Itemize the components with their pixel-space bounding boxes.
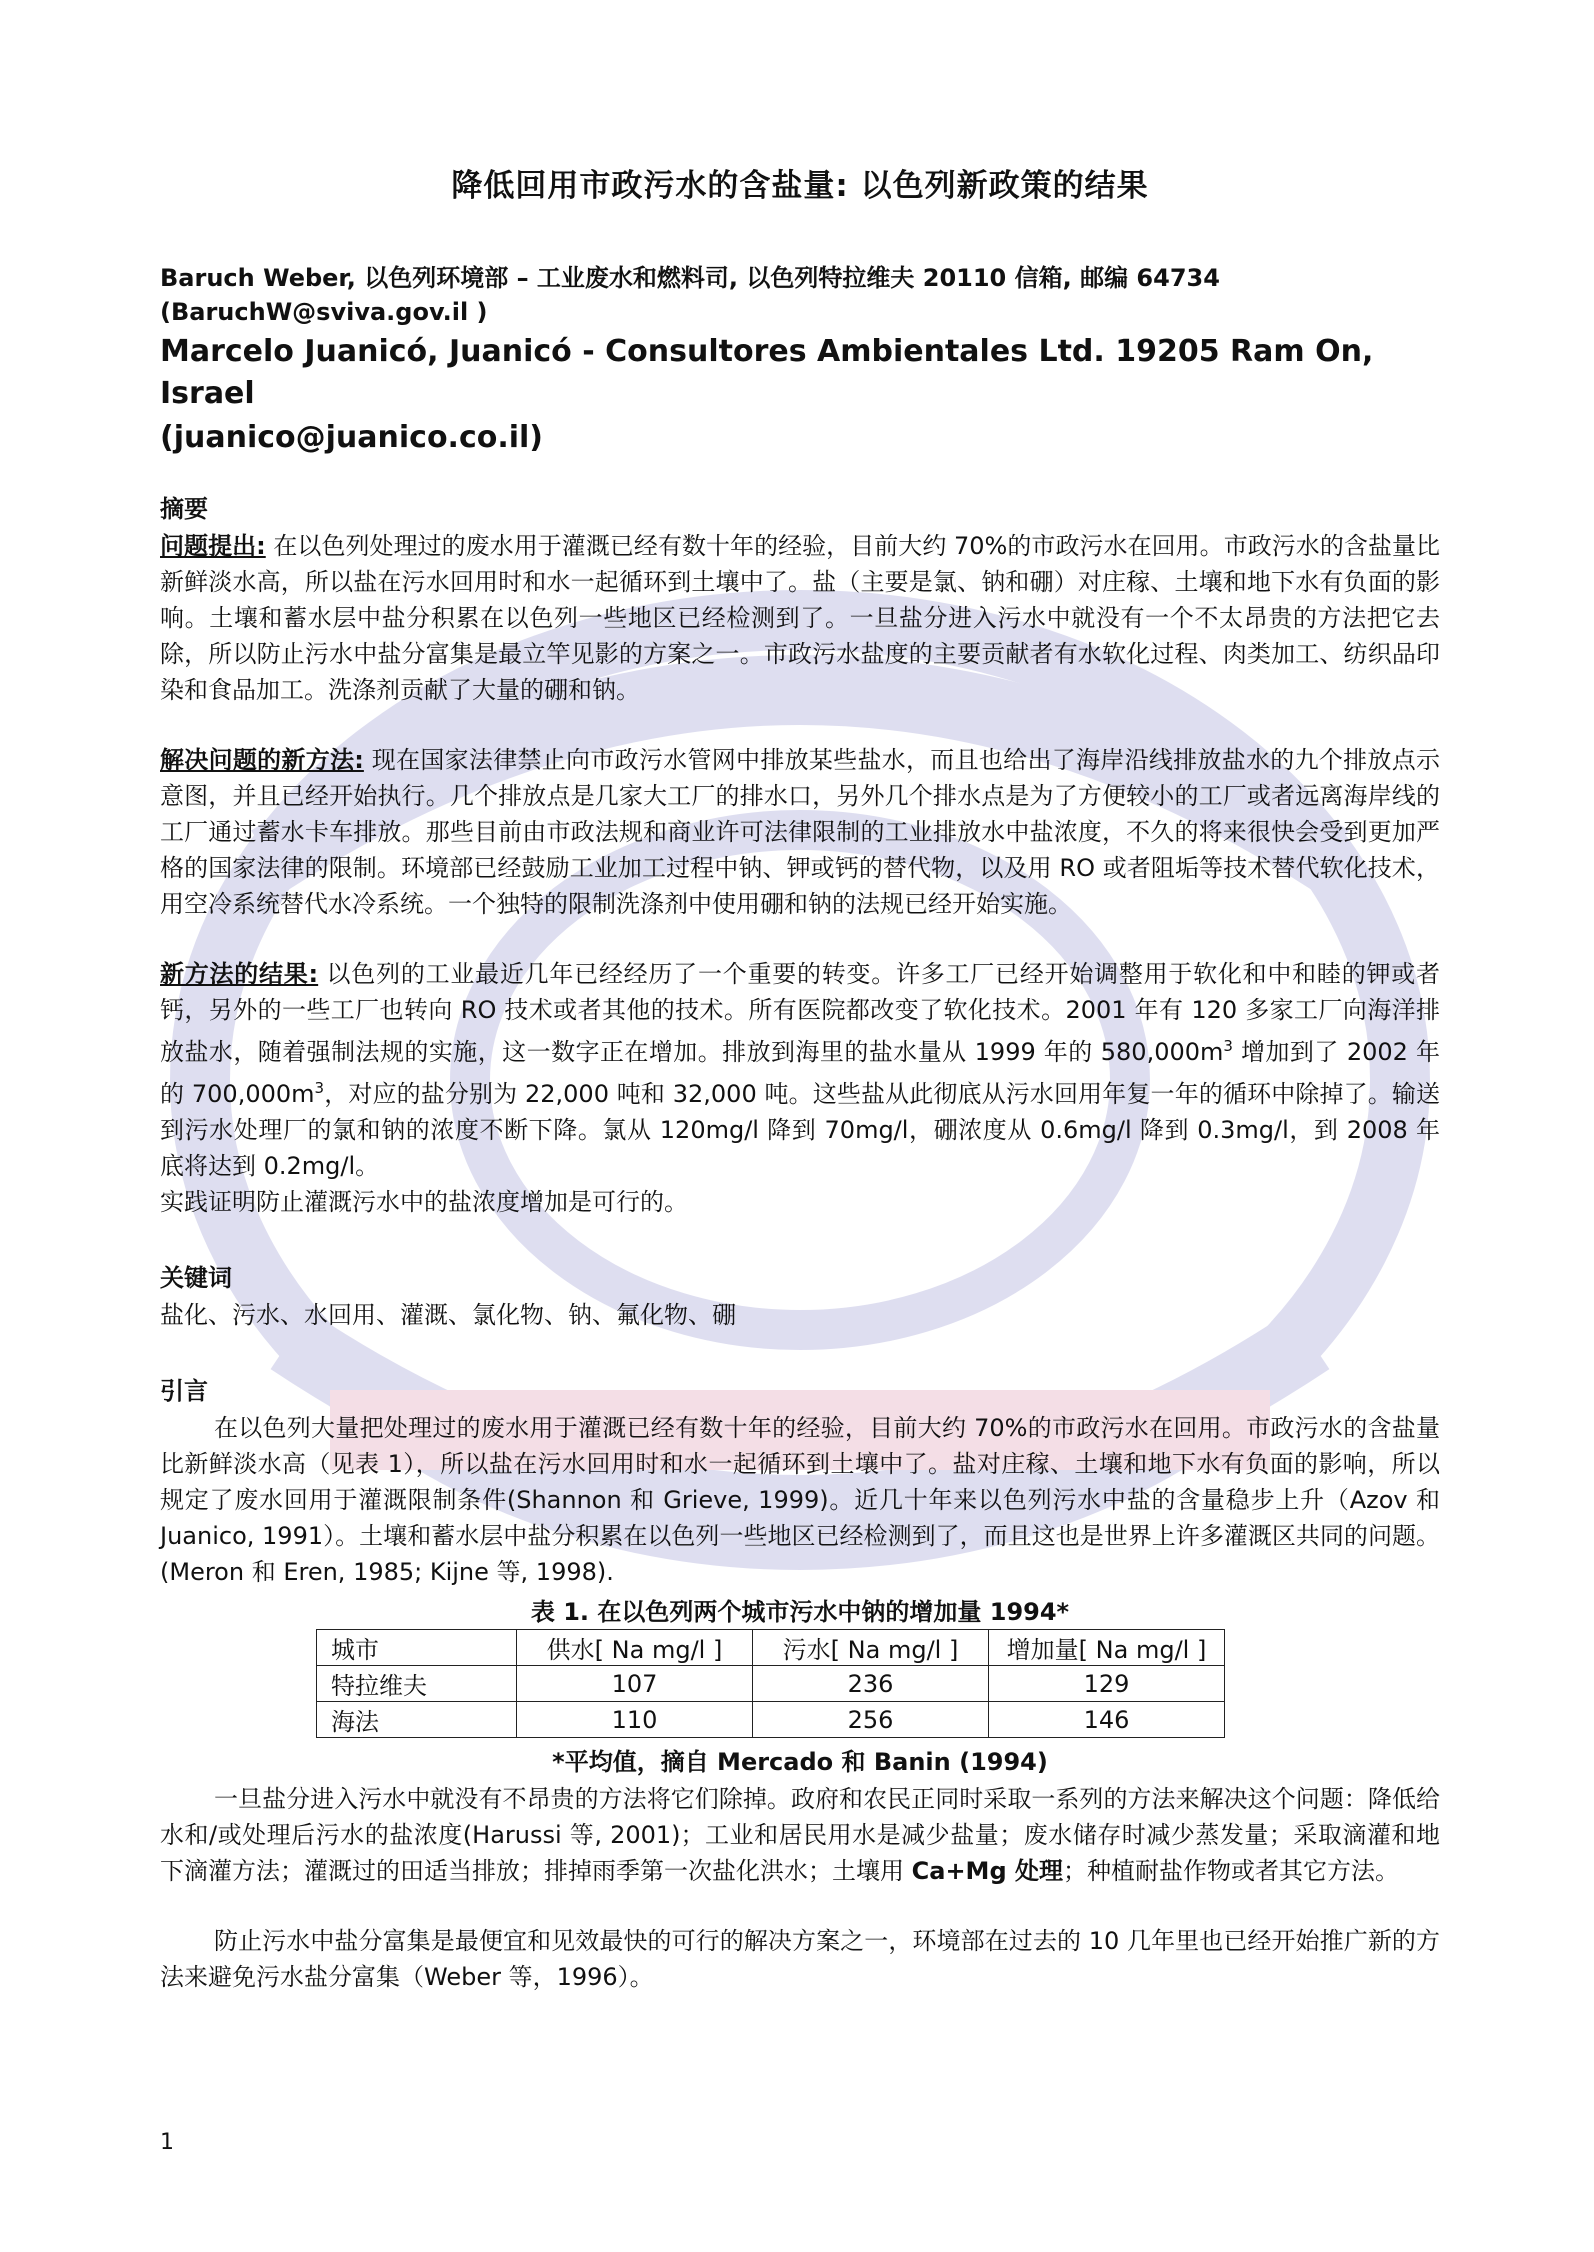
intro-paragraph-2 xyxy=(160,1781,1440,1889)
abstract-heading: 摘要 xyxy=(160,495,208,523)
intro-paragraph-3: 防止污水中盐分富集是最便宜和见效最快的可行的解决方案之一，环境部在过去的 10 几年里也已经开始推广新的方法来避免污水盐分富集（Weber 等，1996）。 xyxy=(160,1927,1440,1991)
table-cell: 110 xyxy=(517,1702,753,1738)
page-number: 1 xyxy=(160,2130,174,2155)
result-text-c: ，对应的盐分别为 22,000 吨和 32,000 吨。这些盐从此彻底从污水回用年复一年的循环中除掉了。输送到污水处理厂的氯和钠的浓度不断下降。氯从 120mg/l 降到 70mg/l，硼浓度从 0.6mg/l 降到 0.3mg/l，到 2008 年底将达到 0.2mg/l。 xyxy=(160,1080,1440,1180)
author-2-email: (juanico@juanico.co.il) xyxy=(160,420,544,455)
table-header-cell: 增加量[ Na mg/l ] xyxy=(989,1630,1225,1666)
result-text-a: 以色列的工业最近几年已经经历了一个重要的转变。许多工厂已经开始调整用于软化和中和睦的钾或者钙，另外的一些工厂也转向 RO 技术或者其他的技术。所有医院都改变了软化技术。2001 年有 120 多家工厂向海洋排放盐水，随着强制法规的实施，这一数字正在增加。排放到海里的盐水量从 1999 年的 580,000m xyxy=(160,960,1440,1066)
table-note: *平均值，摘自 Mercado 和 Banin (1994) xyxy=(552,1748,1048,1776)
table-cell: 236 xyxy=(753,1666,989,1702)
table-cell: 256 xyxy=(753,1702,989,1738)
result-text-b: 增加到了 2002 年的 700,000m xyxy=(160,1038,1440,1108)
table-cell: 146 xyxy=(989,1702,1225,1738)
author-2-affiliation: Marcelo Juanicó, Juanicó - Consultores Ambientales Ltd. 19205 Ram On, Israel xyxy=(160,334,1374,411)
abstract-method-paragraph xyxy=(160,742,1440,922)
result-label: 新方法的结果: xyxy=(160,960,319,988)
superscript-1: 3 xyxy=(1223,1037,1233,1055)
intro-heading: 引言 xyxy=(160,1377,208,1405)
keywords-heading: 关键词 xyxy=(160,1264,232,1292)
keywords-text: 盐化、污水、水回用、灌溉、氯化物、钠、氟化物、硼 xyxy=(160,1301,736,1329)
table-header-cell: 污水[ Na mg/l ] xyxy=(753,1630,989,1666)
table-row xyxy=(317,1702,1225,1738)
problem-label: 问题提出: xyxy=(160,532,266,560)
paper-title: 降低回用市政污水的含盐量: 以色列新政策的结果 xyxy=(451,168,1149,204)
table-cell: 特拉维夫 xyxy=(317,1666,517,1702)
intro-paragraph-1: 在以色列大量把处理过的废水用于灌溉已经有数十年的经验，目前大约 70%的市政污水在回用。市政污水的含盐量比新鲜淡水高（见表 1），所以盐在污水回用时和水一起循环到土壤中了。盐对庄稼、土壤和地下水有负面的影响，所以规定了废水回用于灌溉限制条件(Shannon 和 Grieve, 1999)。近几十年来以色列污水中盐的含量稳步上升（Azov 和 Juanico, 1991）。土壤和蓄水层中盐分积累在以色列一些地区已经检测到了，而且这也是世界上许多灌溉区共同的问题。(Meron 和 Eren, 1985; Kijne 等, 1998). xyxy=(160,1414,1440,1586)
intro-p2-bold: Ca+Mg 处理 xyxy=(911,1857,1063,1885)
intro-p2-tail: ；种植耐盐作物或者其它方法。 xyxy=(1062,1857,1399,1885)
sodium-table xyxy=(316,1629,1225,1738)
table-header-cell: 供水[ Na mg/l ] xyxy=(517,1630,753,1666)
table-caption: 表 1. 在以色列两个城市污水中钠的增加量 1994* xyxy=(530,1598,1070,1626)
main-content xyxy=(160,160,1440,1995)
method-text: 现在国家法律禁止向市政污水管网中排放某些盐水，而且也给出了海岸沿线排放盐水的九个排放点示意图，并且已经开始执行。几个排放点是几家大工厂的排水口，另外几个排水点是为了方便较小的工厂或者远离海岸线的工厂通过蓄水卡车排放。那些目前由市政法规和商业许可法律限制的工业排放水中盐浓度，不久的将来很快会受到更加严格的国家法律的限制。环境部已经鼓励工业加工过程中钠、钾或钙的替代物，以及用 RO 或者阻垢等技术替代软化技术，用空冷系统替代水冷系统。一个独特的限制洗涤剂中使用硼和钠的法规已经开始实施。 xyxy=(160,746,1440,918)
table-cell: 海法 xyxy=(317,1702,517,1738)
table-header-row xyxy=(317,1630,1225,1666)
result-conclusion: 实践证明防止灌溉污水中的盐浓度增加是可行的。 xyxy=(160,1188,688,1216)
method-label: 解决问题的新方法: xyxy=(160,746,364,774)
table-header-cell: 城市 xyxy=(317,1630,517,1666)
problem-text: 在以色列处理过的废水用于灌溉已经有数十年的经验，目前大约 70%的市政污水在回用。市政污水的含盐量比新鲜淡水高，所以盐在污水回用时和水一起循环到土壤中了。盐（主要是氯、钠和硼）对庄稼、土壤和地下水有负面的影响。土壤和蓄水层中盐分积累在以色列一些地区已经检测到了。一旦盐分进入污水中就没有一个不太昂贵的方法把它去除，所以防止污水中盐分富集是最立竿见影的方案之一。市政污水盐度的主要贡献者有水软化过程、肉类加工、纺织品印染和食品加工。洗涤剂贡献了大量的硼和钠。 xyxy=(160,532,1440,704)
table-cell: 107 xyxy=(517,1666,753,1702)
author-1-email: (BaruchW@sviva.gov.il ) xyxy=(160,298,488,326)
superscript-2: 3 xyxy=(314,1079,325,1097)
intro-p2-text: 一旦盐分进入污水中就没有不昂贵的方法将它们除掉。政府和农民正同时采取一系列的方法来解决这个问题：降低给水和/或处理后污水的盐浓度(Harussi 等, 2001)；工业和居民用水是减少盐量；废水储存时减少蒸发量；采取滴灌和地下滴灌方法；灌溉过的田适当排放；排掉雨季第一次盐化洪水；土壤用 xyxy=(160,1785,1440,1885)
author-1-affiliation: Baruch Weber, 以色列环境部 – 工业废水和燃料司, 以色列特拉维夫 20110 信箱, 邮编 64734 xyxy=(160,264,1220,292)
table-row xyxy=(317,1666,1225,1702)
table-cell: 129 xyxy=(989,1666,1225,1702)
abstract-result-paragraph xyxy=(160,956,1440,1220)
abstract-problem-paragraph xyxy=(160,528,1440,708)
